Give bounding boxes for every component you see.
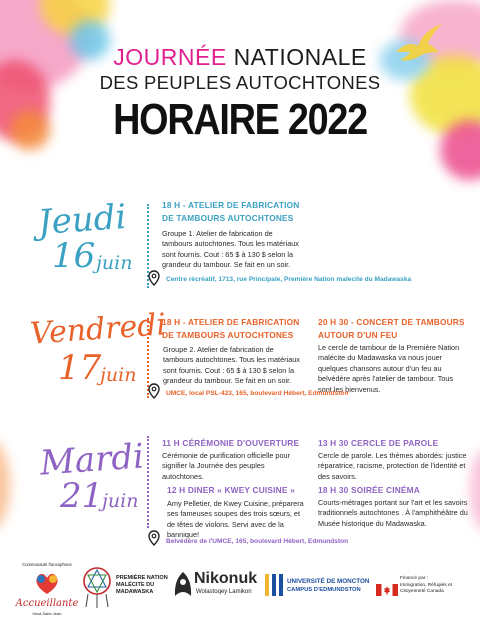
weekday-label: Mardi [38, 436, 146, 484]
location-text: Centre récréatif, 1713, rue Principale, Première Nation malecite du Madawaska [166, 276, 412, 283]
logo-premiere-nation [80, 565, 172, 613]
title-accent: JOURNÉE [113, 44, 227, 70]
logo2-name: PREMIÈRE NATION MALÉCITE DU MADAWASKA [116, 575, 168, 595]
event-title: 18 H - ATELIER DE FABRICATION DE TAMBOURS AUTOCHTONES [162, 317, 300, 340]
title-rest: NATIONALE [233, 44, 367, 70]
page-title [0, 44, 480, 71]
logo-universite-moncton [264, 568, 374, 608]
date-number: 21 [60, 476, 104, 516]
event-description: Cercle de parole. Les thèmes abordés: justice réparatrice, racisme, protection de l'identité et des savoirs. [318, 451, 467, 481]
logo1-arc-text: Communauté francophone [22, 562, 72, 567]
logo-accueillante [12, 560, 82, 618]
event-title: 18 H 30 SOIRÉE CINÉMA [318, 485, 420, 495]
event-title: 18 H - ATELIER DE FABRICATION DE TAMBOURS AUTOCHTONES [162, 200, 300, 223]
dreamcatcher-icon [80, 565, 114, 609]
location-pin-icon [148, 530, 160, 546]
logo1-sub: Haut-Saint-Jean [32, 611, 62, 616]
logo-ircc [376, 572, 480, 608]
event-title: 20 H 30 - CONCERT DE TAMBOURS AUTOUR D'UN FEU [318, 317, 465, 340]
weekday-label: Vendredi [28, 307, 168, 352]
funder-name: Immigration, Réfugiés et Citoyenneté Canada [400, 583, 452, 594]
date-word: juin [96, 252, 133, 274]
event-description: Cérémonie de purification officielle pour signifier la Journée des peuples autochtones. [162, 451, 291, 481]
community-emblem-icon [32, 570, 62, 596]
divider-line [147, 436, 149, 528]
logo1-name: Accueillante [15, 598, 79, 609]
event-description: Groupe 1. Atelier de fabrication de tambours autochtones. Tous les matériaux sont fournis. Cout : 65 $ à 130 $ selon la grandeur du tambour. Se fait en un soir. [162, 229, 299, 270]
logo3-sub: Wolastoqey Lamikon [196, 589, 252, 595]
logo4-sub: CAMPUS D'EDMUNDSTON [287, 587, 361, 593]
canada-flag-icon [376, 584, 398, 596]
date-number: 17 [58, 348, 102, 388]
event-description: Le cercle de tambour de la Première Nation malécite du Madawaska va nous jouer quelques chansons autour d'un feu au belvédère après l'atelier de tambour. Tous sont les bienvenus. [318, 343, 460, 394]
event-description: Courts-métrages portant sur l'art et les savoirs traditionnels autochtones . À l'amphithéâtre du Musée historique du Madawaska. [318, 498, 468, 528]
event-description: Amy Pelletier, de Kwey Cuisine, préparera ses fameuses soupes des trois sœurs, et de têtes de violons. Servi avec de la bannique! [167, 499, 304, 540]
logo4-name: UNIVERSITÉ DE MONCTON [287, 578, 370, 585]
location-text: UMCE, local PSL-423, 165, boulevard Hébert, Edmundston [166, 390, 349, 397]
date-word: juin [102, 490, 139, 512]
date-word: juin [100, 364, 137, 386]
date-number: 16 [52, 236, 96, 276]
location-pin-icon [148, 383, 160, 399]
university-emblem-icon [264, 572, 284, 598]
logo3-name: Nikonuk [194, 570, 258, 587]
event-description: Groupe 2. Atelier de fabrication de tambours autochtones. Tous les matériaux sont fournis. Cout : 65 $ à 130 $ selon la grandeur du tambour. Se fait en un soir. [163, 345, 300, 386]
event-title: 12 H DINER « KWEY CUISINE » [167, 485, 295, 495]
schedule-title: HORAIRE 2022 [113, 95, 367, 144]
weekday-label: Jeudi [36, 196, 128, 244]
page-subtitle: DES PEUPLES AUTOCHTONES [99, 72, 381, 93]
location-pin-icon [148, 270, 160, 286]
funder-label: Financé par : [400, 576, 428, 581]
nikonuk-symbol-icon [172, 570, 194, 598]
logo-nikonuk [172, 568, 262, 608]
event-title: 13 H 30 CERCLE DE PAROLE [318, 438, 439, 448]
event-title: 11 H CÉRÉMONIE D'OUVERTURE [162, 438, 300, 448]
location-text: Belvédère de l'UMCE, 165, boulevard Hébert, Edmundston [166, 538, 349, 545]
